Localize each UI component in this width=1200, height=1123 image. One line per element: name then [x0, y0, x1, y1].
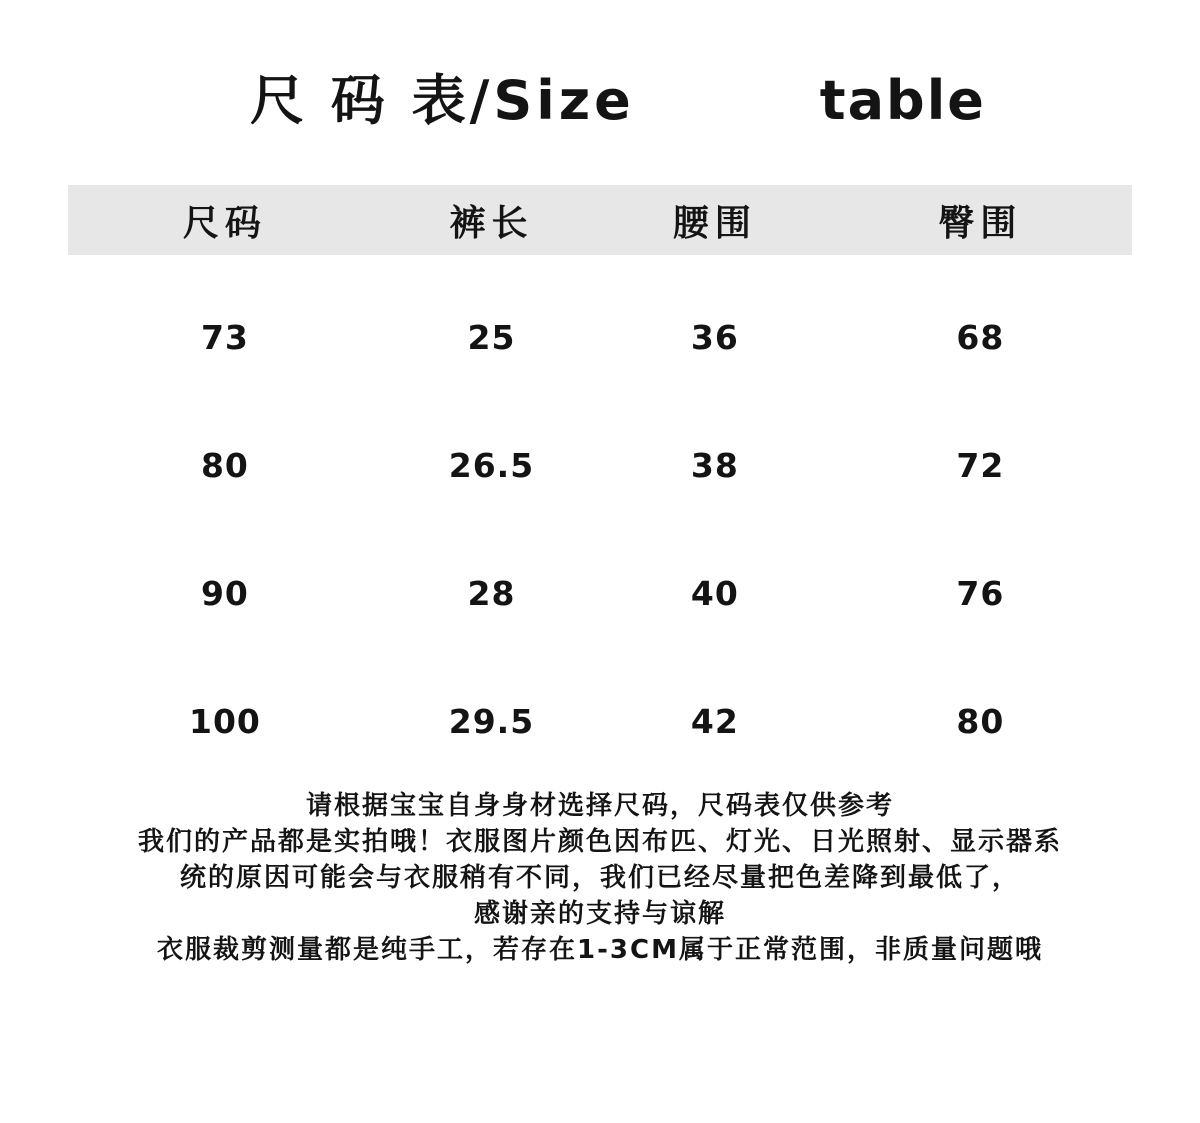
size-notes — [0, 788, 1200, 968]
note-line-sizing-advice: 请根据宝宝自身身材选择尺码，尺码表仅供参考 — [305, 791, 894, 821]
table-cell-pants-length: 28 — [467, 573, 516, 613]
column-header-size: 尺码 — [182, 202, 267, 244]
table-header-row — [68, 185, 1132, 255]
table-cell-waist: 36 — [690, 317, 739, 357]
table-row — [68, 529, 1132, 657]
table-cell-size: 73 — [200, 317, 249, 357]
column-header-waist: 腰围 — [672, 202, 757, 244]
table-row — [68, 657, 1132, 785]
table-body — [68, 273, 1132, 785]
column-header-hip: 臀围 — [938, 202, 1023, 244]
table-cell-hip: 72 — [956, 445, 1005, 485]
table-cell-size: 80 — [200, 445, 249, 485]
table-row — [68, 273, 1132, 401]
table-cell-size: 90 — [200, 573, 249, 613]
table-cell-hip: 68 — [956, 317, 1005, 357]
note-line-real-photo-disclaimer: 我们的产品都是实拍哦！衣服图片颜色因布匹、灯光、日光照射、显示器系 — [137, 827, 1062, 857]
table-cell-waist: 42 — [690, 701, 739, 741]
table-cell-pants-length: 29.5 — [448, 701, 535, 741]
note-line-thanks: 感谢亲的支持与谅解 — [473, 899, 726, 929]
note-line-measurement-tolerance: 衣服裁剪测量都是纯手工，若存在1-3CM属于正常范围，非质量问题哦 — [157, 935, 1043, 965]
table-cell-pants-length: 25 — [467, 317, 516, 357]
table-cell-waist: 38 — [690, 445, 739, 485]
table-row — [68, 401, 1132, 529]
table-cell-waist: 40 — [690, 573, 739, 613]
title-table-word: table — [819, 69, 986, 132]
column-header-pants-length: 裤长 — [449, 202, 534, 244]
table-cell-pants-length: 26.5 — [448, 445, 535, 485]
note-line-color-difference: 统的原因可能会与衣服稍有不同，我们已经尽量把色差降到最低了， — [179, 863, 1020, 893]
table-cell-size: 100 — [188, 701, 261, 741]
page-title — [250, 58, 986, 135]
table-cell-hip: 76 — [956, 573, 1005, 613]
title-size-chart-text: 尺 码 表/Size — [250, 69, 635, 132]
table-cell-hip: 80 — [956, 701, 1005, 741]
